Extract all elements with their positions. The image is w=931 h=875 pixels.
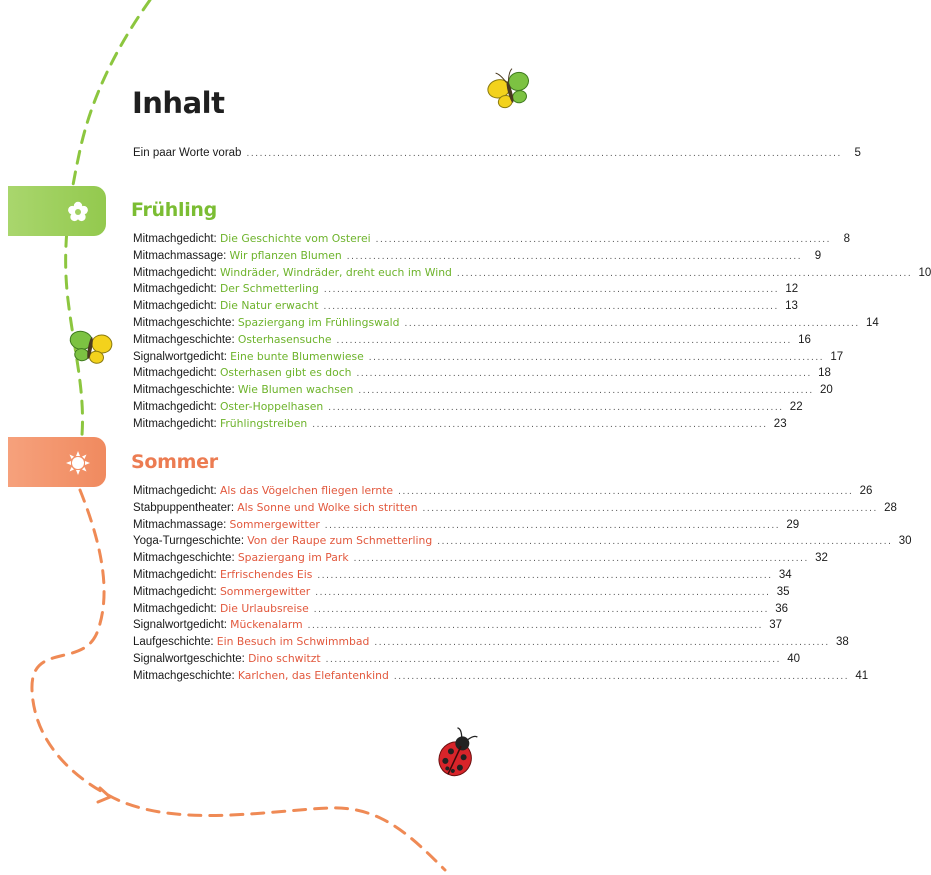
toc-title: Spaziergang im Park [237, 551, 349, 565]
toc-separator: : [213, 417, 220, 430]
toc-category: Mitmachgeschichte [133, 384, 232, 397]
toc-row[interactable] [133, 265, 931, 281]
toc-separator: : [231, 333, 238, 346]
toc-separator: : [231, 317, 238, 329]
section-title-spring: Frühling [131, 199, 217, 221]
toc-separator: : [240, 535, 248, 548]
page-number: 13 [785, 300, 798, 313]
toc-title: Die Natur erwacht [219, 299, 319, 313]
toc-row[interactable] [133, 551, 828, 566]
toc-category: Yoga-Turngeschichte [133, 535, 241, 548]
leader-dots: ........................................................................................................ [358, 385, 814, 397]
toc-separator: : [231, 552, 238, 565]
toc-title: Eine bunte Blumenwiese [230, 349, 364, 363]
toc-title: Erfrischendes Eis [219, 568, 313, 581]
page-number: 29 [786, 518, 800, 531]
toc-separator: : [213, 401, 220, 413]
toc-row[interactable] [133, 383, 833, 398]
toc-category: Mitmachgedicht [133, 485, 214, 497]
toc-separator: : [231, 384, 238, 397]
toc-category: Mitmachgedicht [133, 602, 214, 615]
toc-row[interactable] [133, 299, 798, 314]
toc-category: Mitmachgeschichte [133, 552, 232, 565]
page-number: 41 [855, 669, 869, 682]
toc-category: Mitmachgedicht [133, 300, 214, 313]
page-number: 34 [778, 569, 792, 581]
leader-dots: ........................................................................................................ [324, 519, 781, 531]
toc-row[interactable] [133, 416, 787, 432]
spring-section-tab [8, 186, 106, 236]
butterfly-icon [484, 65, 534, 111]
page-number: 16 [798, 333, 811, 346]
toc-row[interactable] [133, 400, 803, 415]
page-number: 26 [859, 485, 873, 497]
page-number: 10 [918, 266, 931, 279]
page-number: 35 [776, 585, 790, 598]
toc-row[interactable] [133, 282, 799, 297]
leader-dots: ........................................................................................................ [356, 368, 812, 380]
page-number: 37 [769, 619, 782, 632]
page-number: 23 [773, 417, 787, 430]
toc-row[interactable] [133, 366, 831, 381]
page-number: 30 [898, 535, 912, 548]
toc-title: Als das Vögelchen fliegen lernte [219, 484, 394, 497]
toc-category: Mitmachgedicht [133, 569, 214, 581]
toc-title: Als Sonne und Wolke sich stritten [237, 500, 418, 514]
toc-separator: : [223, 518, 230, 531]
page-number: 18 [818, 367, 831, 380]
toc-row[interactable] [133, 517, 800, 533]
toc-row[interactable] [133, 500, 897, 516]
toc-title: Die Geschichte vom Osterei [219, 232, 371, 245]
ladybug-icon [433, 726, 481, 781]
toc-separator: : [213, 602, 220, 615]
toc-row[interactable] [133, 316, 879, 331]
toc-category: Mitmachgedicht [133, 367, 214, 380]
toc-row[interactable] [133, 568, 792, 583]
leader-dots: ........................................................................................................................................ [246, 148, 842, 159]
toc-row[interactable] [133, 484, 873, 499]
toc-category: Mitmachmassage [133, 249, 224, 262]
toc-row[interactable] [133, 332, 811, 348]
toc-separator: : [223, 249, 230, 262]
toc-title: Spaziergang im Frühlingswald [237, 316, 400, 329]
leader-dots: ........................................................................................................ [315, 586, 771, 598]
flower-icon [65, 199, 91, 225]
toc-separator: : [241, 653, 249, 665]
toc-title: Die Urlaubsreise [219, 601, 309, 615]
section-title-summer: Sommer [131, 451, 218, 473]
leader-dots: ........................................................................................................ [307, 620, 763, 632]
toc-title: Wir pflanzen Blumen [229, 248, 342, 262]
toc-row[interactable] [133, 349, 844, 365]
leader-dots: ........................................................................................................ [393, 670, 850, 682]
leader-dots: ........................................................................................................ [375, 234, 831, 245]
page-number: 32 [815, 552, 828, 565]
toc-separator: : [213, 266, 220, 279]
toc-category: Mitmachgedicht [133, 233, 214, 245]
page-number: 8 [843, 233, 850, 245]
leader-dots: ........................................................................................................ [336, 334, 792, 346]
toc-row[interactable] [133, 668, 869, 684]
leader-dots: ........................................................................................................ [325, 654, 781, 665]
toc-row[interactable] [133, 652, 800, 667]
toc-separator: : [213, 585, 220, 598]
toc-title: Osterhasensuche [237, 332, 332, 346]
toc-category: Mitmachmassage [133, 518, 224, 531]
toc-separator: : [210, 636, 217, 649]
toc-intro-row[interactable] [133, 146, 861, 161]
leader-dots: ........................................................................................................ [398, 486, 854, 497]
leader-dots: ........................................................................................................ [317, 570, 773, 581]
sun-icon [65, 450, 91, 476]
toc-title: Karlchen, das Elefantenkind [237, 668, 389, 682]
page-number: 5 [854, 147, 861, 159]
toc-separator: : [213, 283, 220, 296]
toc-separator: : [223, 350, 231, 363]
toc-separator: : [213, 485, 220, 497]
leader-dots: ........................................................................................................ [456, 267, 913, 279]
summer-section-tab [8, 437, 106, 487]
toc-title: Der Schmetterling [219, 282, 319, 296]
page-number: 9 [814, 249, 822, 262]
toc-row[interactable] [133, 601, 789, 617]
leader-dots: ........................................................................................................ [374, 637, 830, 649]
leader-dots: ........................................................................................................ [312, 418, 768, 430]
toc-intro-label: Ein paar Worte vorab [133, 147, 242, 159]
toc-title: Mückenalarm [230, 618, 303, 632]
toc-separator: : [231, 669, 238, 682]
toc-title: Von der Raupe zum Schmetterling [247, 534, 433, 548]
toc-title: Sommergewitter [219, 584, 311, 598]
toc-category: Signalwortgedicht [133, 350, 224, 363]
toc-row[interactable] [133, 534, 912, 549]
toc-title: Wie Blumen wachsen [237, 383, 354, 397]
toc-title: Windräder, Windräder, dreht euch im Wind [219, 265, 452, 279]
toc-row[interactable] [133, 248, 822, 264]
toc-separator: : [223, 619, 231, 632]
toc-separator: : [213, 233, 220, 245]
toc-title: Dino schwitzt [248, 652, 321, 665]
page-number: 14 [866, 317, 879, 329]
toc-category: Mitmachgeschichte [133, 317, 232, 329]
leader-dots: ........................................................................................................ [437, 536, 893, 548]
toc-category: Stabpuppentheater [133, 501, 231, 514]
toc-category: Mitmachgedicht [133, 585, 214, 598]
toc-category: Mitmachgedicht [133, 266, 214, 279]
toc-category: Mitmachgeschichte [133, 333, 232, 346]
toc-title: Oster-Hoppelhasen [219, 400, 324, 413]
leader-dots: ........................................................................................................ [323, 301, 779, 313]
toc-category: Mitmachgeschichte [133, 669, 232, 682]
toc-category: Mitmachgedicht [133, 401, 214, 413]
leader-dots: ........................................................................................................ [404, 318, 860, 329]
toc-title: Frühlingstreiben [219, 416, 308, 430]
toc-separator: : [213, 300, 220, 313]
page-number: 36 [775, 602, 789, 615]
leader-dots: ........................................................................................................ [328, 402, 784, 413]
toc-separator: : [213, 367, 220, 380]
toc-row[interactable] [133, 618, 782, 633]
page-number: 22 [789, 401, 803, 413]
page-number: 17 [830, 350, 844, 363]
toc-title: Ein Besuch im Schwimmbad [216, 635, 370, 649]
page-number: 40 [787, 653, 800, 665]
toc-row[interactable] [133, 232, 850, 247]
toc-category: Signalwortgedicht [133, 619, 224, 632]
toc-separator: : [213, 569, 220, 581]
leader-dots: ........................................................................................................ [353, 553, 809, 565]
toc-title: Sommergewitter [229, 517, 320, 531]
page-number: 38 [835, 636, 849, 649]
toc-title: Osterhasen gibt es doch [219, 366, 352, 380]
leader-dots: ........................................................................................................ [323, 284, 780, 296]
toc-category: Mitmachgedicht [133, 283, 214, 296]
page-number: 28 [884, 501, 897, 514]
toc-row[interactable] [133, 584, 790, 600]
toc-row[interactable] [133, 635, 849, 650]
page-title: Inhalt [132, 86, 225, 120]
leader-dots: ........................................................................................................ [422, 502, 878, 514]
leader-dots: ........................................................................................................ [346, 250, 803, 262]
leader-dots: ........................................................................................................ [313, 603, 770, 615]
toc-category: Signalwortgeschichte [133, 653, 242, 665]
toc-separator: : [230, 501, 238, 514]
toc-category: Mitmachgedicht [133, 417, 214, 430]
leader-dots: ........................................................................................................ [368, 351, 825, 363]
page-number: 20 [819, 384, 833, 397]
page-number: 12 [785, 283, 799, 296]
toc-category: Laufgeschichte [133, 636, 211, 649]
